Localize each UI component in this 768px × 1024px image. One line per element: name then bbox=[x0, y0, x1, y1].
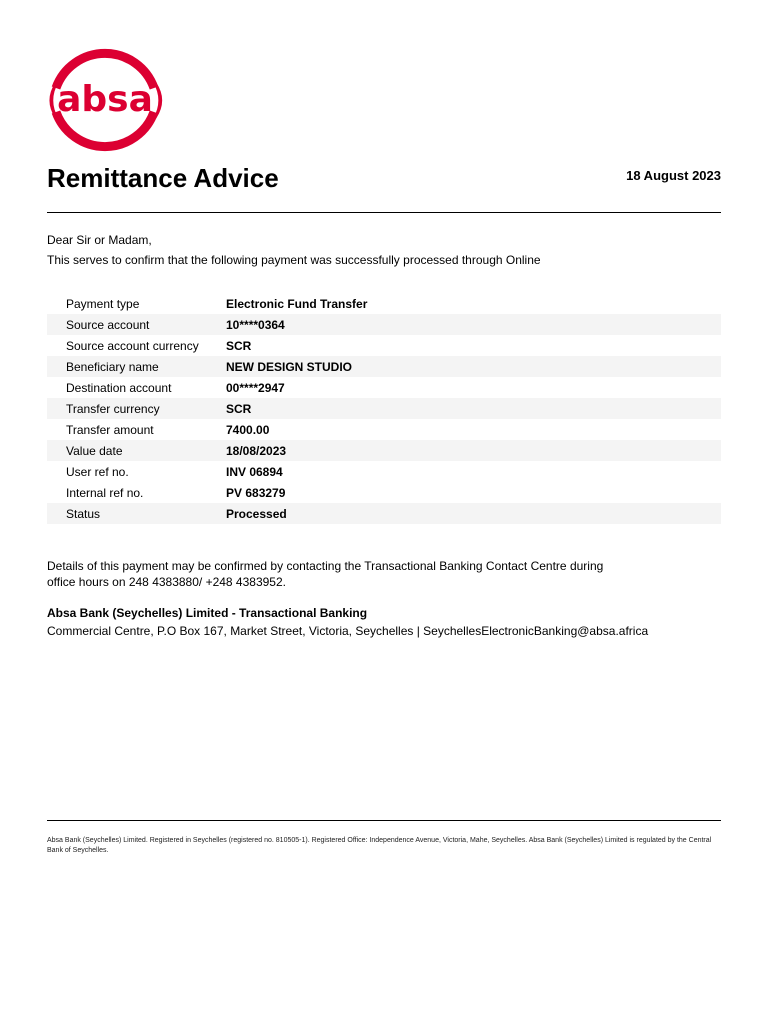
detail-label: User ref no. bbox=[66, 464, 129, 479]
detail-value: 18/08/2023 bbox=[226, 443, 287, 458]
detail-row bbox=[47, 419, 721, 440]
greeting: Dear Sir or Madam, bbox=[47, 233, 152, 247]
detail-row bbox=[47, 503, 721, 524]
detail-value: PV 683279 bbox=[226, 485, 286, 500]
detail-label: Payment type bbox=[66, 296, 140, 311]
detail-row bbox=[47, 461, 721, 482]
contact-line: office hours on 248 4383880/ +248 4383952. bbox=[47, 575, 286, 589]
detail-label: Transfer amount bbox=[66, 422, 154, 437]
bank-name: Absa Bank (Seychelles) Limited - Transactional Banking bbox=[47, 606, 368, 620]
detail-label: Value date bbox=[66, 443, 123, 458]
bank-address: Commercial Centre, P.O Box 167, Market Street, Victoria, Seychelles | SeychellesElectronicBanking@absa.africa bbox=[47, 624, 649, 638]
detail-value: 10****0364 bbox=[226, 317, 285, 332]
document-date: 18 August 2023 bbox=[626, 168, 721, 183]
detail-row bbox=[47, 377, 721, 398]
svg-text:absa: absa bbox=[57, 79, 153, 120]
detail-row bbox=[47, 293, 721, 314]
contact-line: Details of this payment may be confirmed by contacting the Transactional Banking Contact Centre during bbox=[47, 559, 604, 573]
detail-row bbox=[47, 440, 721, 461]
detail-label: Destination account bbox=[66, 380, 172, 395]
detail-label: Source account currency bbox=[66, 338, 199, 353]
intro-text: This serves to confirm that the following payment was successfully processed through Online bbox=[47, 253, 541, 267]
detail-value: SCR bbox=[226, 338, 252, 353]
detail-row bbox=[47, 356, 721, 377]
detail-label: Status bbox=[66, 506, 101, 521]
detail-value: Processed bbox=[226, 506, 287, 521]
detail-value: NEW DESIGN STUDIO bbox=[226, 359, 353, 374]
absa-logo bbox=[42, 40, 168, 158]
detail-row bbox=[47, 482, 721, 503]
header-divider bbox=[47, 212, 721, 213]
payment-details-table bbox=[47, 293, 721, 524]
detail-value: 7400.00 bbox=[226, 422, 270, 437]
detail-row bbox=[47, 314, 721, 335]
detail-value: Electronic Fund Transfer bbox=[226, 296, 368, 311]
detail-value: SCR bbox=[226, 401, 252, 416]
detail-label: Source account bbox=[66, 317, 150, 332]
detail-label: Beneficiary name bbox=[66, 359, 159, 374]
page-title: Remittance Advice bbox=[47, 163, 279, 193]
detail-row bbox=[47, 335, 721, 356]
contact-info bbox=[47, 558, 647, 590]
svg-text:(: ( bbox=[46, 77, 62, 123]
detail-label: Internal ref no. bbox=[66, 485, 144, 500]
detail-label: Transfer currency bbox=[66, 401, 160, 416]
detail-value: INV 06894 bbox=[226, 464, 283, 479]
detail-value: 00****2947 bbox=[226, 380, 285, 395]
svg-text:): ) bbox=[150, 77, 166, 123]
footer-divider bbox=[47, 820, 721, 821]
detail-row bbox=[47, 398, 721, 419]
legal-footer: Absa Bank (Seychelles) Limited. Registered in Seychelles (registered no. 810505-1). Registered Office: Independence Avenue, Victoria, Mahe, Seychelles. Absa Bank (Seychelles) Limited is regulated by the Central Bank of Seychelles. bbox=[47, 837, 712, 854]
